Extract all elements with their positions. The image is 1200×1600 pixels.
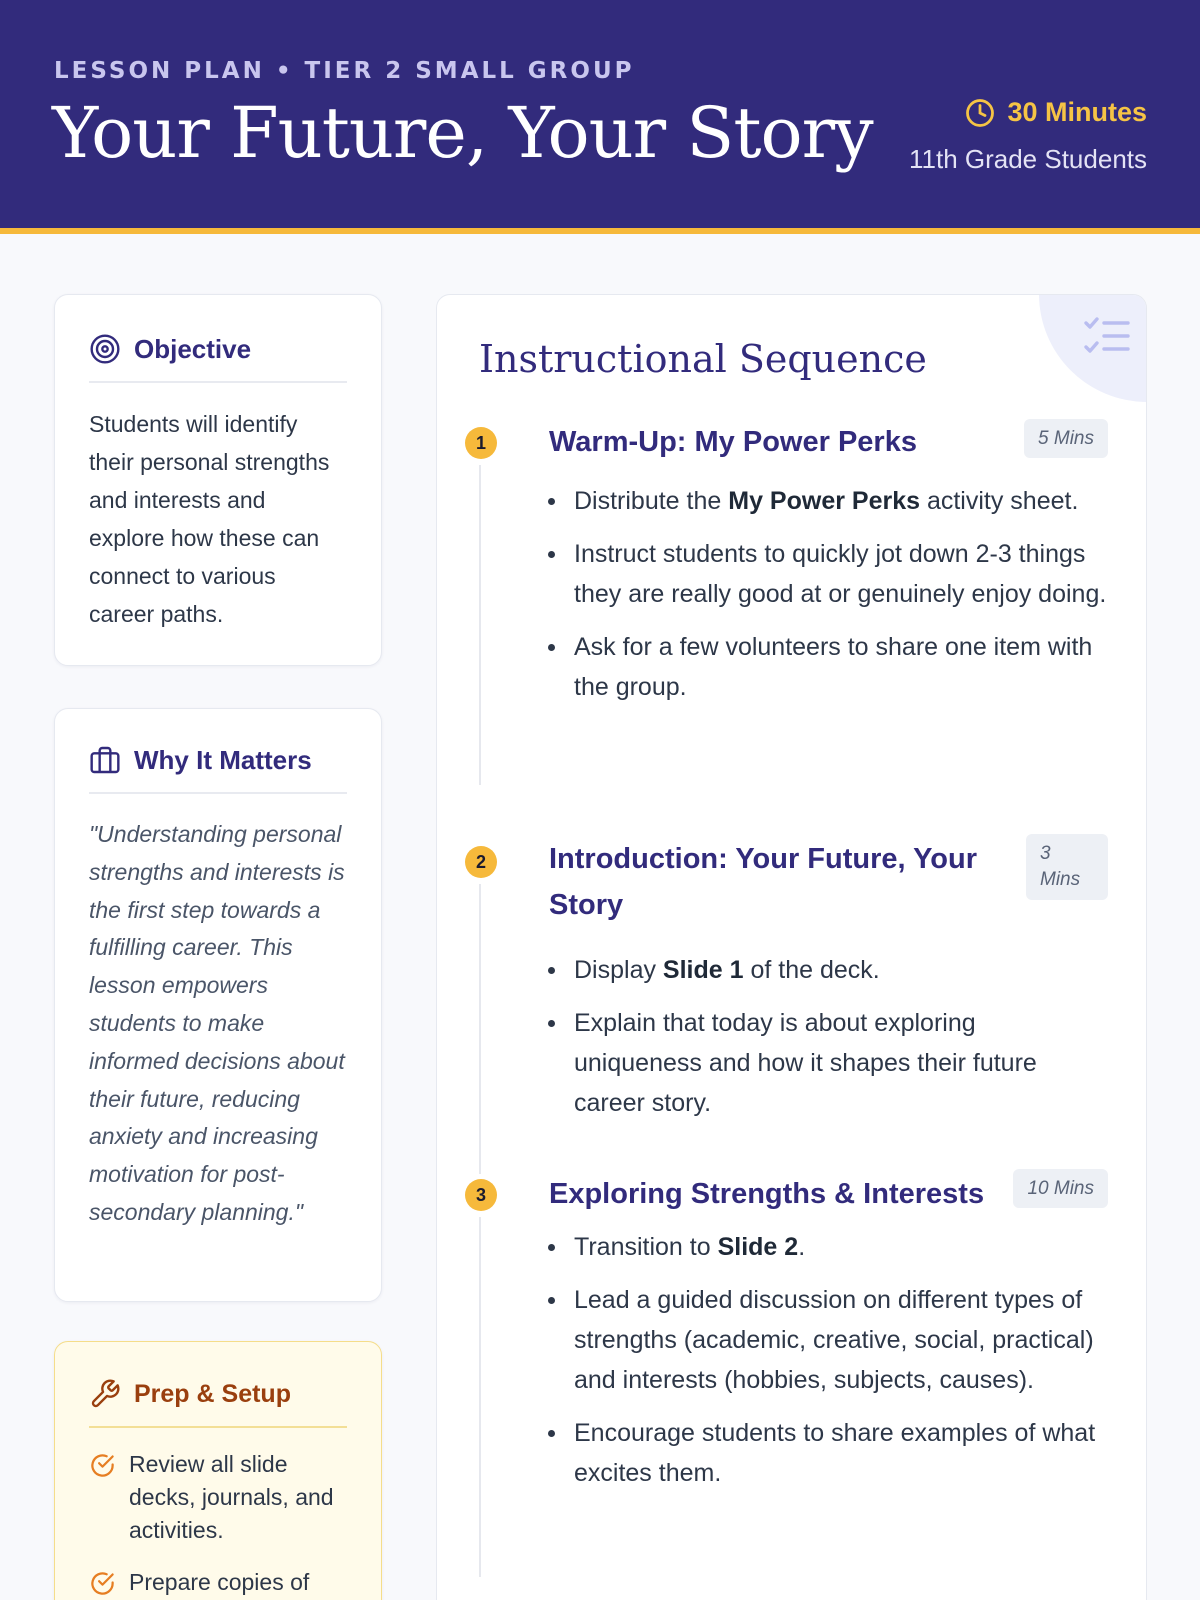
lesson-eyebrow: LESSON PLAN • TIER 2 SMALL GROUP	[54, 58, 635, 84]
step-duration-badge: 10 Mins	[1013, 1169, 1108, 1208]
step-bullets	[574, 1227, 1109, 1506]
lesson-title: Your Future, Your Story	[52, 92, 873, 174]
step-bullet: Lead a guided discussion on different types of strengths (academic, creative, social, practical) and interests (hobbies, subjects, causes).	[574, 1280, 1109, 1400]
corner-decoration	[1039, 294, 1147, 402]
step-bullet: Encourage students to share examples of what excites them.	[574, 1413, 1109, 1493]
briefcase-icon	[89, 744, 121, 776]
prep-header	[89, 1378, 347, 1428]
lesson-header	[0, 0, 1200, 234]
step-title: Exploring Strengths & Interests	[549, 1178, 985, 1210]
step-bullet: Instruct students to quickly jot down 2-3 things they are really good at or genuinely enjoy doing.	[574, 534, 1109, 614]
prep-item-text: Prepare copies of	[129, 1569, 310, 1595]
lesson-audience: 11th Grade Students	[908, 144, 1147, 174]
step-bullet: Explain that today is about exploring uniqueness and how it shapes their future career story.	[574, 1003, 1109, 1123]
check-circle-icon	[89, 1570, 116, 1597]
prep-list	[89, 1448, 347, 1599]
step-bullet: Display Slide 1 of the deck.	[574, 950, 1109, 990]
check-circle-icon	[89, 1452, 116, 1479]
step-bullet: Transition to Slide 2.	[574, 1227, 1109, 1267]
objective-label: Objective	[134, 333, 252, 364]
step-bullets	[574, 950, 1109, 1136]
sequence-title: Instructional Sequence	[479, 337, 927, 381]
duration-label: 30 Minutes	[1007, 97, 1147, 127]
objective-text: Students will identify their personal strengths and interests and explore how these can connect to various career paths.	[89, 411, 330, 627]
step-number: 1	[465, 427, 497, 459]
objective-card	[54, 294, 382, 666]
step-rail	[479, 465, 481, 785]
prep-label: Prep & Setup	[134, 1379, 291, 1408]
why-it-matters-card	[54, 708, 382, 1302]
step-bullet: Ask for a few volunteers to share one item with the group.	[574, 627, 1109, 707]
why-label: Why It Matters	[134, 744, 312, 775]
step-number: 3	[465, 1179, 497, 1211]
target-icon	[89, 333, 121, 365]
prep-setup-card	[54, 1341, 382, 1600]
step-rail	[479, 1217, 481, 1577]
why-quote: "Understanding personal strengths and interests is the first step towards a fulfilling career. This lesson empowers students to make informed decisions about their future, reducing anxiety and increasing motivation for post-secondary planning."	[89, 821, 345, 1225]
wrench-icon	[89, 1378, 121, 1410]
checklist-icon	[1083, 314, 1131, 358]
instructional-sequence-panel	[436, 294, 1147, 1600]
prep-item	[89, 1566, 347, 1599]
step-duration-badge: 5 Mins	[1024, 419, 1108, 458]
step-number: 2	[465, 846, 497, 878]
objective-header	[89, 333, 347, 383]
step-title: Introduction: Your Future, Your Story	[549, 843, 977, 921]
step-rail	[479, 884, 481, 1174]
step-title: Warm-Up: My Power Perks	[549, 426, 917, 458]
clock-icon	[965, 98, 995, 128]
prep-item-text: Review all slide decks, journals, and activities.	[129, 1451, 334, 1543]
lesson-duration	[965, 97, 1147, 128]
why-header	[89, 744, 347, 794]
prep-item	[89, 1448, 347, 1547]
step-duration-badge: 3 Mins	[1026, 834, 1108, 900]
step-bullet: Distribute the My Power Perks activity sheet.	[574, 481, 1109, 521]
step-bullets	[574, 481, 1109, 720]
